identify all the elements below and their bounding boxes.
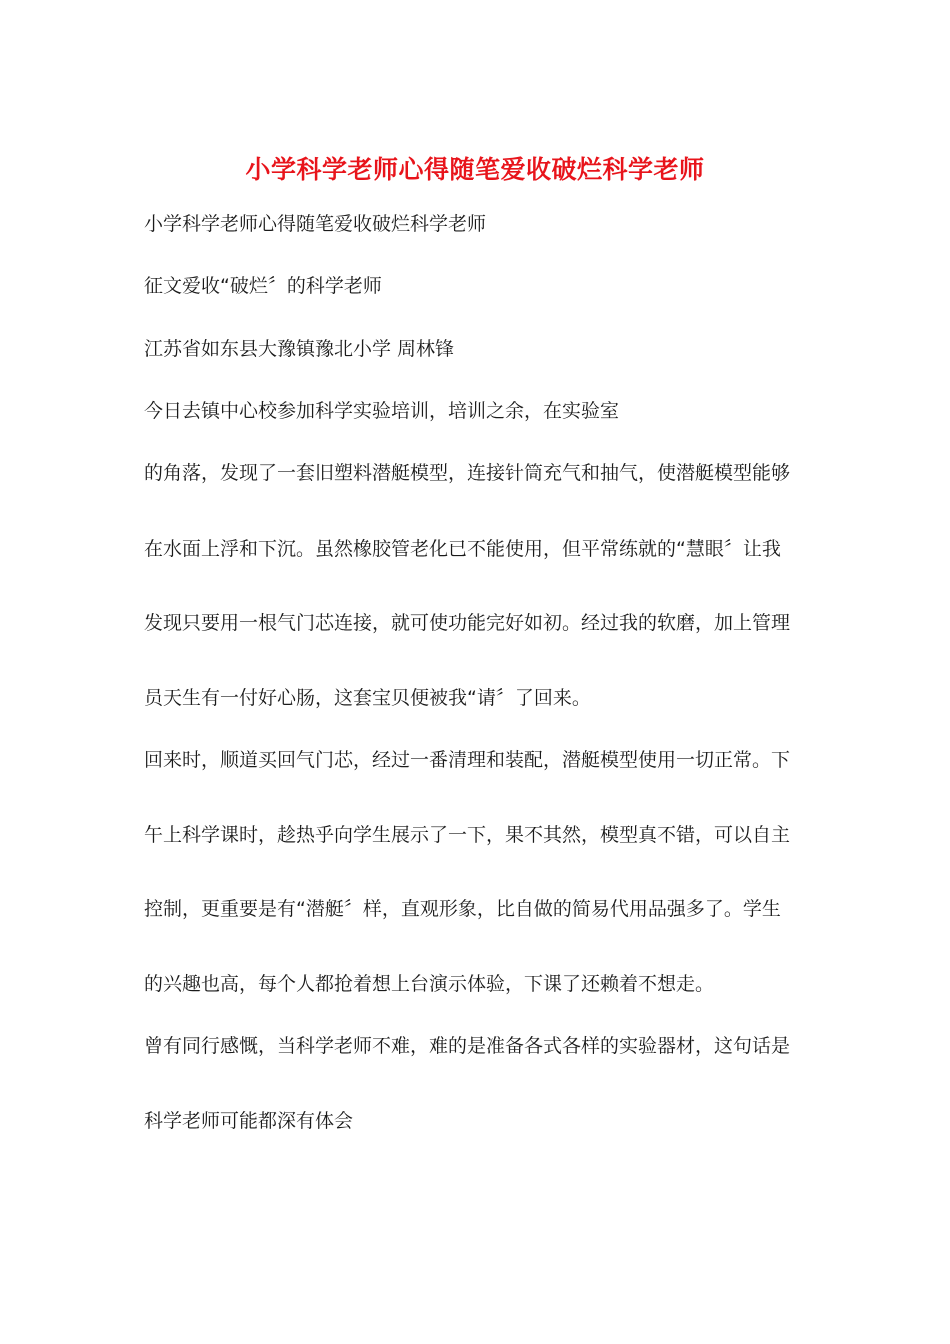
document-title: 小学科学老师心得随笔爱收破烂科学老师 bbox=[245, 155, 705, 184]
subtitle-line: 小学科学老师心得随笔爱收破烂科学老师 bbox=[144, 213, 487, 235]
body-line: 发现只要用一根气门芯连接，就可使功能完好如初。经过我的软磨，加上管理 bbox=[144, 612, 791, 634]
body-line: 今日去镇中心校参加科学实验培训，培训之余，在实验室 bbox=[144, 400, 620, 422]
body-line: 午上科学课时，趁热乎向学生展示了一下，果不其然，模型真不错，可以自主 bbox=[144, 824, 791, 846]
body-line: 的兴趣也高，每个人都抢着想上台演示体验，下课了还赖着不想走。 bbox=[144, 973, 715, 995]
essay-heading-line: 征文爱收“破烂〞的科学老师 bbox=[144, 275, 382, 297]
body-line: 曾有同行感慨，当科学老师不难，难的是准备各式各样的实验器材，这句话是 bbox=[144, 1035, 791, 1057]
author-line: 江苏省如东县大豫镇豫北小学 周林锋 bbox=[144, 338, 455, 360]
body-line: 控制，更重要是有“潜艇〞样，直观形象，比自做的简易代用品强多了。学生 bbox=[144, 898, 781, 920]
body-line: 科学老师可能都深有体会 bbox=[144, 1110, 354, 1132]
body-line: 员天生有一付好心肠，这套宝贝便被我“请〞了回来。 bbox=[144, 687, 591, 709]
body-line: 的角落，发现了一套旧塑料潜艇模型，连接针筒充气和抽气，使潜艇模型能够 bbox=[144, 462, 791, 484]
body-line: 在水面上浮和下沉。虽然橡胶管老化已不能使用，但平常练就的“慧眼〞让我 bbox=[144, 538, 781, 560]
body-line: 回来时，顺道买回气门芯，经过一番清理和装配，潜艇模型使用一切正常。下 bbox=[144, 749, 791, 771]
